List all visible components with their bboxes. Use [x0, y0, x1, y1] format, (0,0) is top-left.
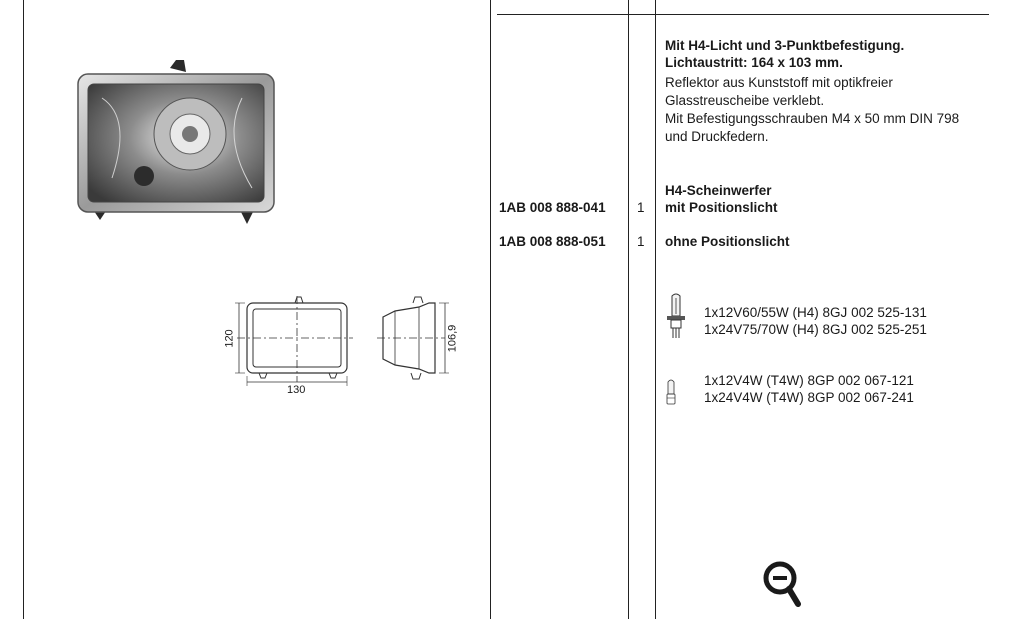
variant-051-desc: ohne Positionslicht [665, 234, 790, 249]
description-text-line1: Reflektor aus Kunststoff mit optikfreier [665, 75, 893, 90]
part-number-041: 1AB 008 888-041 [499, 200, 606, 215]
left-column-rule [23, 0, 24, 619]
h4-bulb-24v: 1x24V75/70W (H4) 8GJ 002 525-251 [704, 322, 927, 337]
t4w-bulb-icon [665, 378, 677, 408]
dimension-height-label: 120 [223, 329, 236, 348]
table-top-rule [497, 14, 989, 15]
description-text-line4: und Druckfedern. [665, 129, 769, 144]
dimension-width-label: 130 [287, 384, 306, 396]
description-title-line1: Mit H4-Licht und 3-Punktbefestigung. [665, 38, 905, 53]
dimension-drawing-side [375, 295, 470, 380]
part-number-column-rule [490, 0, 491, 619]
description-text-line2: Glasstreuscheibe verklebt. [665, 93, 825, 108]
headlamp-photo [72, 58, 282, 230]
quantity-column-rule-left [628, 0, 629, 619]
quantity-051: 1 [637, 234, 645, 249]
variant-041-desc: mit Positionslicht [665, 200, 778, 215]
description-title-line2: Lichtaustritt: 164 x 103 mm. [665, 55, 843, 70]
part-number-051: 1AB 008 888-051 [499, 234, 606, 249]
dimension-drawing-front [225, 290, 355, 398]
h4-bulb-icon [665, 292, 687, 346]
quantity-041: 1 [637, 200, 645, 215]
dimension-depth-label: 106,9 [446, 324, 459, 353]
zoom-out-icon [762, 558, 802, 610]
t4w-bulb-24v: 1x24V4W (T4W) 8GP 002 067-241 [704, 390, 914, 405]
t4w-bulb-12v: 1x12V4W (T4W) 8GP 002 067-121 [704, 373, 914, 388]
h4-bulb-12v: 1x12V60/55W (H4) 8GJ 002 525-131 [704, 305, 927, 320]
description-text-line3-clip [665, 110, 989, 128]
quantity-column-rule-right [655, 0, 656, 619]
zoom-out-button[interactable] [762, 558, 802, 610]
product-heading: H4-Scheinwerfer [665, 183, 772, 198]
description-text-line3: Mit Befestigungsschrauben M4 x 50 mm DIN 798 [665, 111, 960, 126]
